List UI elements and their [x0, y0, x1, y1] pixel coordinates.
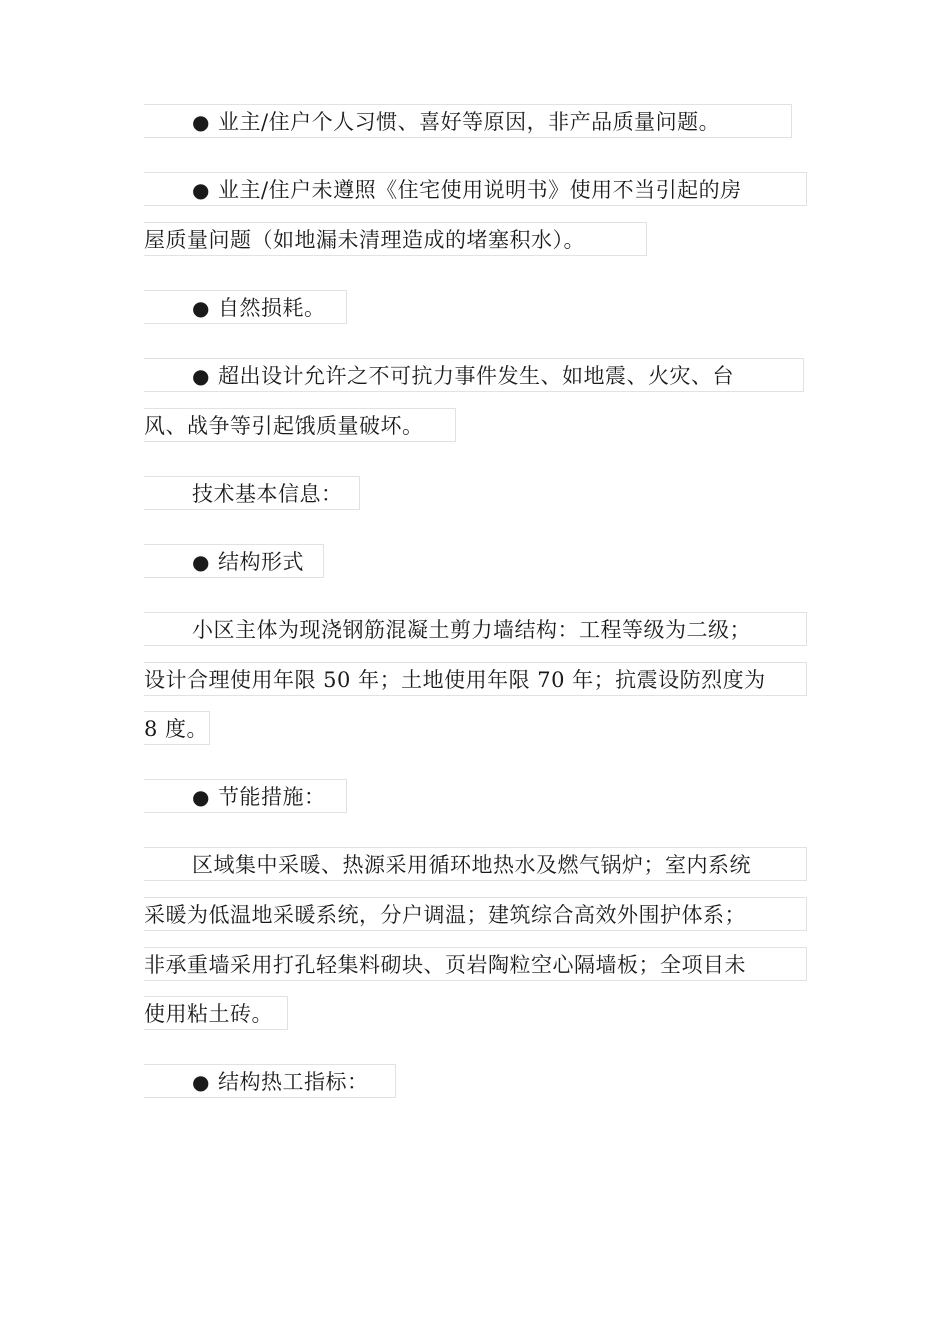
paragraph-continuation: [144, 662, 807, 696]
text-line: 超出设计允许之不可抗力事件发生、如地震、火灾、台: [218, 364, 734, 388]
bullet-item-energy-saving: [144, 779, 347, 813]
paragraph-continuation: [144, 408, 456, 442]
paragraph-structure: [144, 612, 807, 646]
text-line: 小区主体为现浇钢筋混凝土剪力墙结构：工程等级为二级；: [192, 618, 751, 642]
bullet-icon: ●: [192, 296, 210, 320]
text-line: 技术基本信息：: [192, 482, 343, 506]
bullet-item-force-majeure: [144, 358, 804, 392]
bullet-item-structure-form: [144, 544, 324, 578]
paragraph-continuation: [144, 996, 288, 1030]
bullet-icon: ●: [192, 364, 210, 388]
text-line: 自然损耗。: [218, 296, 326, 320]
text-line: 区域集中采暖、热源采用循环地热水及燃气锅炉；室内系统: [192, 853, 751, 877]
text-line: 结构热工指标：: [218, 1070, 369, 1094]
paragraph-continuation: [144, 897, 807, 931]
text-line: 业主/住户个人习惯、喜好等原因，非产品质量问题。: [218, 110, 721, 134]
text-line: 设计合理使用年限 50 年；土地使用年限 70 年；抗震设防烈度为: [144, 668, 766, 692]
text-line: 风、战争等引起饿质量破坏。: [144, 414, 424, 438]
bullet-item-improper-use: [144, 172, 807, 206]
bullet-item-natural-wear: [144, 290, 347, 324]
text-line: 屋质量问题（如地漏未清理造成的堵塞积水）。: [144, 228, 585, 252]
paragraph-continuation: [144, 947, 807, 981]
bullet-icon: ●: [192, 785, 210, 809]
text-line: 非承重墙采用打孔轻集料砌块、页岩陶粒空心隔墙板；全项目未: [144, 953, 746, 977]
bullet-icon: ●: [192, 110, 210, 134]
text-line: 采暖为低温地采暖系统，分户调温；建筑综合高效外围护体系；: [144, 903, 746, 927]
section-heading-tech-info: [144, 476, 360, 510]
text-line: 使用粘土砖。: [144, 1002, 273, 1026]
paragraph-continuation: [144, 222, 647, 256]
text-line: 8 度。: [144, 717, 209, 741]
text-line: 节能措施：: [218, 785, 326, 809]
bullet-icon: ●: [192, 1070, 210, 1094]
bullet-icon: ●: [192, 550, 210, 574]
bullet-item-personal-habits: [144, 104, 792, 138]
paragraph-energy: [144, 847, 807, 881]
text-line: 结构形式: [218, 550, 304, 574]
bullet-icon: ●: [192, 178, 210, 202]
bullet-item-thermal-indicators: [144, 1064, 396, 1098]
text-line: 业主/住户未遵照《住宅使用说明书》使用不当引起的房: [218, 178, 742, 202]
paragraph-continuation: [144, 711, 210, 745]
